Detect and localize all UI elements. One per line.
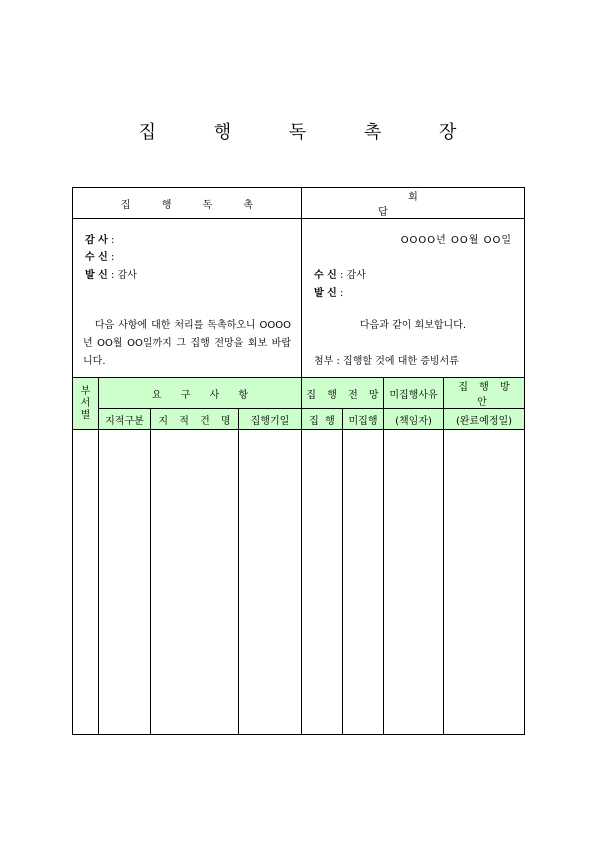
- audit-label: 감 사: [85, 235, 108, 246]
- attachment-note: 첨부 : 집행할 것에 대한 증빙서류: [314, 356, 459, 367]
- outlook-header: 집 행 전 망: [302, 378, 384, 409]
- deadline-entry[interactable]: [239, 430, 302, 735]
- department-char-1: 부: [80, 385, 91, 397]
- reminder-info-cell: [73, 219, 302, 378]
- deadline-header: 집행기일: [239, 409, 302, 430]
- responsible-header: (책임자): [384, 409, 444, 430]
- recipient-label: 수 신: [85, 252, 108, 263]
- department-char-2: 서: [80, 397, 91, 409]
- reply-recipient-value: : 감사: [336, 270, 366, 281]
- reply-info-cell: [302, 219, 525, 378]
- table-body-row: [73, 430, 525, 735]
- reply-sender-label: 발 신: [314, 288, 337, 299]
- plan-header: 집 행 방 안: [444, 378, 525, 409]
- executed-entry[interactable]: [302, 430, 343, 735]
- department-char-3: 별: [80, 409, 91, 421]
- sender-value: : 감사: [107, 270, 137, 281]
- info-row: [73, 219, 525, 378]
- category-entry[interactable]: [99, 430, 151, 735]
- item-name-entry[interactable]: [151, 430, 239, 735]
- department-entry[interactable]: [73, 430, 99, 735]
- completion-date-header: (완료예정일): [444, 409, 525, 430]
- enforcement-reminder-table: [72, 187, 525, 735]
- recipient-colon: :: [107, 252, 115, 263]
- unexecuted-header: 미집행: [343, 409, 384, 430]
- requirements-header: 요 구 사 항: [99, 378, 302, 409]
- reply-recipient-label: 수 신: [314, 270, 337, 281]
- column-header-row-2: [73, 409, 525, 430]
- reply-sender-field: [314, 284, 343, 299]
- sender-label: 발 신: [85, 270, 108, 281]
- unexecuted-reason-header: 미집행사유: [384, 378, 444, 409]
- reply-sender-colon: :: [336, 288, 344, 299]
- reminder-paragraph: 다음 사항에 대한 처리를 독촉하오니 OOOO년 OO월 OO일까지 그 집행 전망을 회보 바랍니다.: [83, 320, 291, 367]
- unexecuted-entry[interactable]: [343, 430, 384, 735]
- reply-section-header: 회 답: [302, 188, 525, 219]
- document-title: 집 행 독 촉 장: [138, 122, 483, 143]
- reply-recipient-field: [314, 266, 366, 281]
- completion-date-entry[interactable]: [444, 430, 525, 735]
- item-name-header: 지 적 건 명: [151, 409, 239, 430]
- reply-date: OOOO년 OO월 OO일: [400, 235, 512, 246]
- reply-paragraph: 다음과 같이 회보합니다.: [359, 320, 467, 331]
- recipient-field: [85, 248, 114, 263]
- reminder-section-header: 집 행 독 촉: [73, 188, 302, 219]
- sender-field: [85, 266, 137, 281]
- responsible-entry[interactable]: [384, 430, 444, 735]
- department-header: [73, 378, 99, 430]
- section-header-row: [73, 188, 525, 219]
- category-header: 지적구분: [99, 409, 151, 430]
- column-header-row-1: [73, 378, 525, 409]
- executed-header: 집 행: [302, 409, 343, 430]
- audit-colon: :: [107, 235, 115, 246]
- audit-field: [85, 231, 114, 246]
